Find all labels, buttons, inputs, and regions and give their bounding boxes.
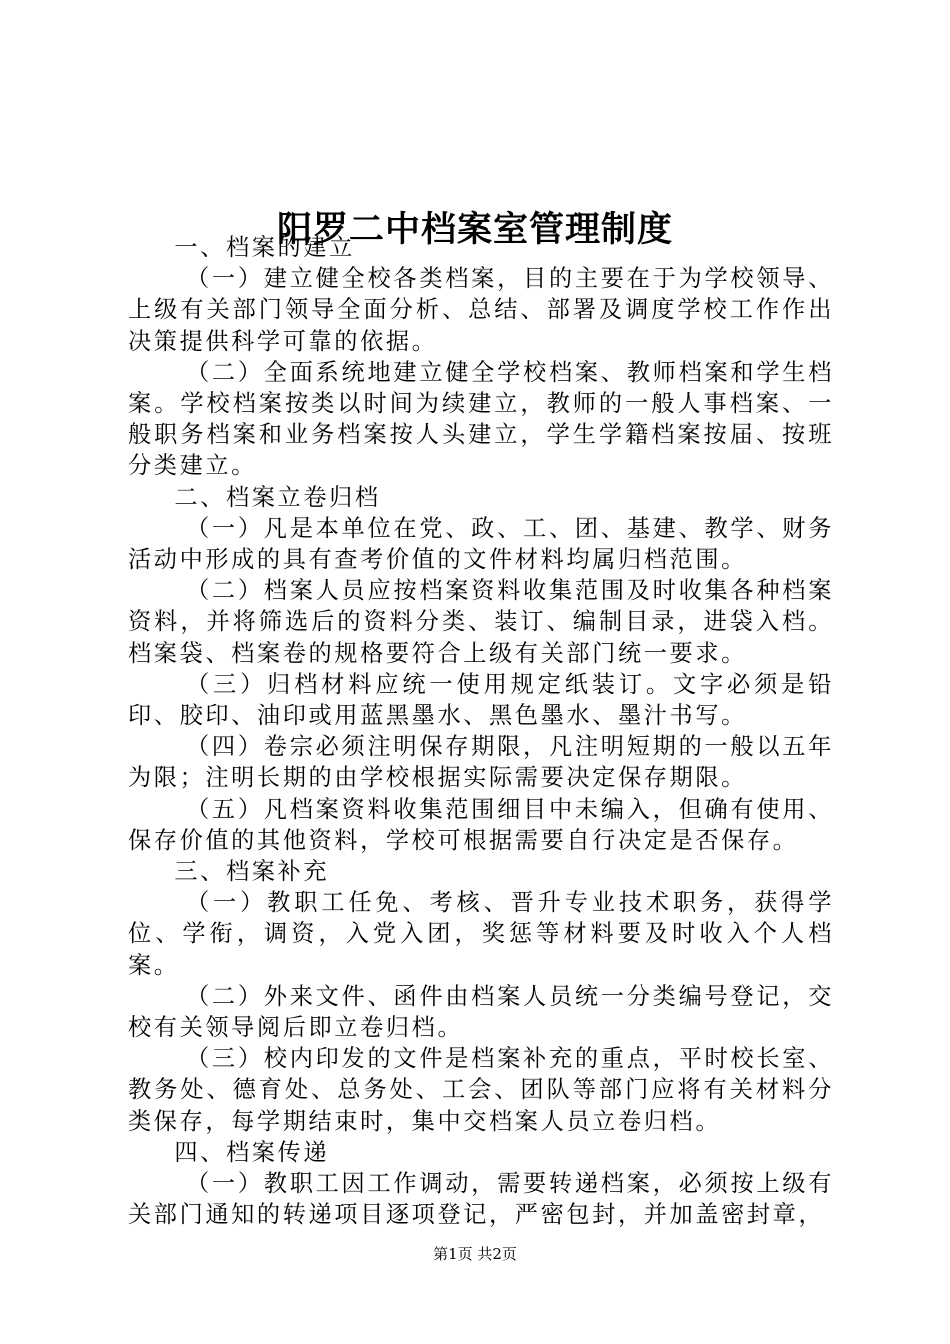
section-item: （三）归档材料应统一使用规定纸装订。文字必须是铅印、胶印、油印或用蓝黑墨水、黑色墨水、墨汁书写。 <box>128 670 834 730</box>
document-body <box>128 232 834 1231</box>
section-item: （一）建立健全校各类档案，目的主要在于为学校领导、上级有关部门领导全面分析、总结、部署及调度学校工作作出决策提供科学可靠的依据。 <box>128 265 834 355</box>
section-heading: 三、档案补充 <box>174 858 330 886</box>
section-item: （三）校内印发的文件是档案补充的重点，平时校长室、教务处、德育处、总务处、工会、团队等部门应将有关材料分类保存，每学期结束时，集中交档案人员立卷归档。 <box>128 1045 834 1135</box>
section-item: （四）卷宗必须注明保存期限，凡注明短期的一般以五年为限；注明长期的由学校根据实际需要决定保存期限。 <box>128 733 834 792</box>
section-item: （一）教职工因工作调动，需要转递档案，必须按上级有关部门通知的转递项目逐项登记，严密包封，并加盖密封章， <box>128 1170 834 1229</box>
section-item: （二）档案人员应按档案资料收集范围及时收集各种档案资料，并将筛选后的资料分类、装订、编制目录，进袋入档。档案袋、档案卷的规格要符合上级有关部门统一要求。 <box>128 577 834 667</box>
section-item: （一）教职工任免、考核、晋升专业技术职务，获得学位、学衔，调资，入党入团，奖惩等材料要及时收入个人档案。 <box>128 889 834 979</box>
section-item: （二）全面系统地建立健全学校档案、教师档案和学生档案。学校档案按类以时间为续建立，教师的一般人事档案、一般职务档案和业务档案按人头建立，学生学籍档案按届、按班分类建立。 <box>128 358 834 480</box>
page-footer: 第1页 共2页 <box>433 1245 517 1263</box>
section-heading: 一、档案的建立 <box>174 234 355 261</box>
section-heading: 四、档案传递 <box>174 1138 330 1166</box>
section-item: （五）凡档案资料收集范围细目中未编入，但确有使用、保存价值的其他资料，学校可根据需要自行决定是否保存。 <box>128 795 834 854</box>
document-title: 阳罗二中档案室管理制度 <box>276 209 673 251</box>
section-heading: 二、档案立卷归档 <box>174 483 381 511</box>
section-item: （一）凡是本单位在党、政、工、团、基建、教学、财务活动中形成的具有查考价值的文件材料均属归档范围。 <box>128 514 834 574</box>
section-item: （二）外来文件、函件由档案人员统一分类编号登记，交校有关领导阅后即立卷归档。 <box>128 982 834 1042</box>
